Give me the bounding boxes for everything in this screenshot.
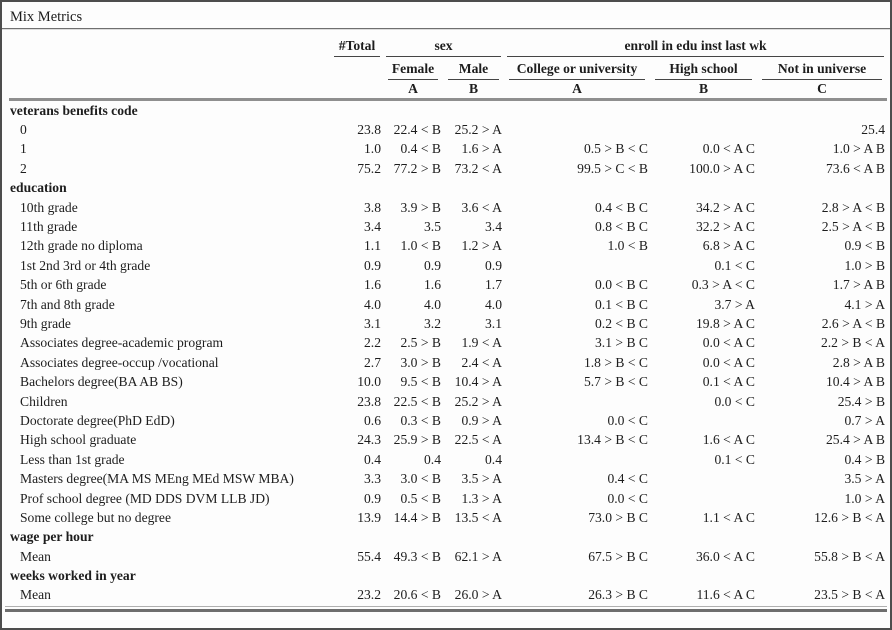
value-cell: 20.6 < B: [393, 587, 441, 603]
page-title: Mix Metrics: [10, 9, 83, 25]
value-cell: 22.5 < A: [454, 432, 502, 448]
metrics-table: [9, 33, 887, 605]
value-cell: 0.1 < C: [714, 257, 755, 273]
value-cell: 3.4: [364, 219, 381, 235]
value-cell: 0.7 > A: [844, 412, 886, 428]
title-divider: [2, 28, 890, 30]
value-cell: [504, 120, 650, 139]
value-cell: 2.2: [364, 335, 381, 351]
value-cell: 25.4 > B: [837, 393, 886, 409]
value-cell: 0.0 < C: [607, 490, 648, 506]
table-header: [9, 33, 887, 101]
header-row-groups: [9, 33, 887, 57]
row-label: Less than 1st grade: [20, 451, 125, 467]
group-header-label: enroll in edu inst last wk: [507, 38, 884, 57]
value-cell: 77.2 > B: [393, 160, 441, 176]
value-cell: 25.4: [861, 122, 886, 138]
value-cell: 23.8: [357, 122, 381, 138]
value-cell: 3.8: [364, 199, 381, 215]
col-header-total: [331, 33, 383, 57]
value-cell: [504, 450, 650, 469]
value-cell: 1.0 > A: [844, 490, 886, 506]
blank-cell: [9, 57, 331, 80]
row-label: 1: [20, 141, 27, 157]
row-label: 5th or 6th grade: [20, 277, 107, 293]
value-cell: 0.0 < A C: [702, 354, 755, 370]
table-row: [9, 411, 887, 430]
value-cell: 1.7 > A B: [832, 277, 886, 293]
corner-cell: [9, 33, 331, 57]
value-cell: 0.0 < C: [607, 412, 648, 428]
value-cell: 3.1: [364, 315, 381, 331]
row-label: Mean: [20, 548, 51, 564]
value-cell: 62.1 > A: [454, 548, 502, 564]
value-cell: 2.8 > A B: [832, 354, 886, 370]
value-cell: 1.1: [364, 238, 381, 254]
value-cell: 0.1 < B C: [595, 296, 648, 312]
value-cell: 2.8 > A < B: [821, 199, 886, 215]
row-label: Some college but no degree: [20, 509, 171, 525]
table-row: [9, 120, 887, 139]
value-cell: 55.8 > B < A: [814, 548, 886, 564]
header-row-columns: [9, 57, 887, 80]
value-cell: 0.8 < B C: [595, 219, 648, 235]
value-cell: 4.0: [364, 296, 381, 312]
col-header-high-school: [650, 57, 757, 80]
value-cell: 0.4 < C: [607, 471, 648, 487]
value-cell: 0.0 < A C: [702, 141, 755, 157]
value-cell: 11.6 < A C: [696, 587, 755, 603]
value-cell: 2.5 > A < B: [821, 219, 886, 235]
value-cell: 1.9 < A: [461, 335, 502, 351]
table-row: [9, 140, 887, 159]
row-label: Associates degree-occup /vocational: [20, 354, 219, 370]
value-cell: 67.5 > B C: [588, 548, 648, 564]
table-row: [9, 450, 887, 469]
value-cell: 22.4 < B: [393, 122, 441, 138]
value-cell: 4.0: [424, 296, 441, 312]
value-cell: 1.3 > A: [461, 490, 502, 506]
col-subheader-high-school: B: [698, 81, 709, 96]
value-cell: 0.1 < A C: [702, 374, 755, 390]
table-row: [9, 353, 887, 372]
value-cell: 26.0 > A: [454, 587, 502, 603]
value-cell: 1.0: [364, 141, 381, 157]
row-label: Children: [20, 393, 68, 409]
value-cell: 3.3: [364, 471, 381, 487]
value-cell: [650, 120, 757, 139]
group-header-label: sex: [386, 38, 501, 57]
value-cell: 3.1 > B C: [595, 335, 648, 351]
value-cell: 0.9: [424, 257, 441, 273]
row-label: 0: [20, 122, 27, 138]
value-cell: 13.9: [357, 509, 381, 525]
blank-cell: [9, 80, 331, 98]
table-row: [9, 159, 887, 178]
value-cell: 23.5 > B < A: [814, 587, 886, 603]
value-cell: 25.9 > B: [393, 432, 441, 448]
group-row-label: veterans benefits code: [10, 102, 138, 118]
table-row: [9, 295, 887, 314]
value-cell: 10.4 > A B: [825, 374, 886, 390]
table-row: [9, 392, 887, 411]
row-label: Doctorate degree(PhD EdD): [20, 412, 175, 428]
value-cell: 100.0 > A C: [689, 160, 755, 176]
value-cell: 0.5 > B < C: [583, 141, 648, 157]
table-row: [9, 547, 887, 566]
group-row: [9, 101, 887, 120]
value-cell: 26.3 > B C: [588, 587, 648, 603]
value-cell: 0.2 < B C: [595, 315, 648, 331]
group-row: [9, 528, 887, 547]
value-cell: 10.0: [357, 374, 381, 390]
value-cell: 0.4: [364, 451, 381, 467]
value-cell: [504, 392, 650, 411]
group-row: [9, 566, 887, 585]
value-cell: 99.5 > C < B: [577, 160, 648, 176]
value-cell: 3.1: [485, 315, 502, 331]
row-label: 1st 2nd 3rd or 4th grade: [20, 257, 151, 273]
value-cell: 0.3 > A < C: [691, 277, 755, 293]
value-cell: 12.6 > B < A: [814, 509, 886, 525]
value-cell: 2.6 > A < B: [821, 315, 886, 331]
value-cell: 49.3 < B: [393, 548, 441, 564]
group-row-label: weeks worked in year: [10, 568, 136, 584]
value-cell: 3.2: [424, 315, 441, 331]
table-body: [9, 101, 887, 605]
value-cell: 1.6: [424, 277, 441, 293]
blank-cell: [331, 80, 383, 98]
value-cell: 2.2 > B < A: [820, 335, 886, 351]
value-cell: 0.4 > B: [844, 451, 886, 467]
col-header-label: Female: [388, 61, 438, 80]
col-header-label: College or university: [509, 61, 645, 80]
row-label: Prof school degree (MD DDS DVM LLB JD): [20, 490, 270, 506]
value-cell: 4.1 > A: [844, 296, 886, 312]
value-cell: 34.2 > A C: [695, 199, 755, 215]
value-cell: 4.0: [485, 296, 502, 312]
table-row: [9, 276, 887, 295]
value-cell: 1.6 < A C: [702, 432, 755, 448]
col-header-female: [383, 57, 443, 80]
value-cell: 3.6 < A: [461, 199, 502, 215]
group-header-enroll-in-edu-inst-last-wk: [504, 33, 887, 57]
value-cell: 1.0 > B: [844, 257, 886, 273]
row-label: High school graduate: [20, 432, 137, 448]
value-cell: 73.2 < A: [454, 160, 502, 176]
table-bottom-rule-thin: [5, 606, 887, 607]
group-header-sex: [383, 33, 504, 57]
value-cell: [650, 411, 757, 430]
value-cell: 0.4 < B: [400, 141, 441, 157]
row-label: Masters degree(MA MS MEng MEd MSW MBA): [20, 471, 294, 487]
value-cell: 3.5 > A: [844, 471, 886, 487]
value-cell: 24.3: [357, 432, 381, 448]
value-cell: 2.7: [364, 354, 381, 370]
value-cell: 0.9 < B: [844, 238, 886, 254]
table-bottom-rule-thick: [5, 609, 887, 612]
value-cell: 13.5 < A: [454, 509, 502, 525]
group-row-label: education: [10, 180, 67, 196]
value-cell: 25.2 > A: [454, 122, 502, 138]
value-cell: 1.0 < B: [607, 238, 648, 254]
value-cell: 25.2 > A: [454, 393, 502, 409]
value-cell: 0.9 > A: [461, 412, 502, 428]
value-cell: 0.4 < B C: [595, 199, 648, 215]
col-header-label: Male: [448, 61, 499, 80]
table-row: [9, 586, 887, 605]
value-cell: 9.5 < B: [400, 374, 441, 390]
blank-cell: [331, 57, 383, 80]
table-row: [9, 334, 887, 353]
row-label: Mean: [20, 587, 51, 603]
row-label: Associates degree-academic program: [20, 335, 224, 351]
value-cell: 1.0 > A B: [832, 141, 886, 157]
row-label: 2: [20, 160, 27, 176]
value-cell: 5.7 > B < C: [583, 374, 648, 390]
col-subheader-college-or-university: A: [572, 81, 582, 96]
value-cell: 23.8: [357, 393, 381, 409]
value-cell: 1.2 > A: [461, 238, 502, 254]
value-cell: [650, 469, 757, 488]
table-row: [9, 431, 887, 450]
col-header-male: [443, 57, 504, 80]
value-cell: 73.6 < A B: [825, 160, 886, 176]
value-cell: 19.8 > A C: [695, 315, 755, 331]
value-cell: 0.1 < C: [714, 451, 755, 467]
col-header-label: Not in universe: [762, 61, 882, 80]
value-cell: 0.3 < B: [400, 412, 441, 428]
table-row: [9, 256, 887, 275]
value-cell: 0.9: [364, 490, 381, 506]
value-cell: 2.5 > B: [400, 335, 441, 351]
value-cell: 36.0 < A C: [695, 548, 755, 564]
value-cell: 14.4 > B: [393, 509, 441, 525]
row-label: Bachelors degree(BA AB BS): [20, 374, 183, 390]
value-cell: 32.2 > A C: [695, 219, 755, 235]
value-cell: [504, 256, 650, 275]
value-cell: 13.4 > B < C: [577, 432, 648, 448]
col-subheader-not-in-universe: C: [817, 81, 827, 96]
value-cell: 75.2: [357, 160, 381, 176]
value-cell: 0.9: [485, 257, 502, 273]
value-cell: 3.5: [424, 219, 441, 235]
value-cell: 1.8 > B < C: [583, 354, 648, 370]
header-row-sublabels: [9, 80, 887, 98]
table-row: [9, 237, 887, 256]
group-row: [9, 179, 887, 198]
row-label: 7th and 8th grade: [20, 296, 115, 312]
col-subheader-male: B: [468, 81, 479, 96]
value-cell: 0.4: [424, 451, 441, 467]
row-label: 9th grade: [20, 315, 71, 331]
value-cell: 3.9 > B: [400, 199, 441, 215]
table-row: [9, 489, 887, 508]
col-subheader-female: A: [408, 81, 418, 96]
value-cell: 22.5 < B: [393, 393, 441, 409]
table-row: [9, 217, 887, 236]
value-cell: 23.2: [357, 587, 381, 603]
value-cell: 55.4: [357, 548, 381, 564]
value-cell: 3.0 > B: [400, 354, 441, 370]
value-cell: 1.6: [364, 277, 381, 293]
table-row: [9, 314, 887, 333]
value-cell: 0.4: [485, 451, 502, 467]
value-cell: 3.4: [485, 219, 502, 235]
value-cell: 3.0 < B: [400, 471, 441, 487]
row-label: 11th grade: [20, 219, 78, 235]
value-cell: 0.6: [364, 412, 381, 428]
value-cell: 1.6 > A: [461, 141, 502, 157]
table-row: [9, 372, 887, 391]
value-cell: 73.0 > B C: [588, 509, 648, 525]
table-row: [9, 508, 887, 527]
value-cell: 25.4 > A B: [825, 432, 886, 448]
value-cell: 3.5 > A: [461, 471, 502, 487]
value-cell: [650, 489, 757, 508]
value-cell: 1.1 < A C: [702, 509, 755, 525]
col-header-total-label: #Total: [334, 38, 380, 57]
value-cell: 1.0 < B: [400, 238, 441, 254]
table-row: [9, 469, 887, 488]
value-cell: 10.4 > A: [454, 374, 502, 390]
col-header-not-in-universe: [757, 57, 887, 80]
value-cell: 0.0 < C: [714, 393, 755, 409]
col-header-college-or-university: [504, 57, 650, 80]
row-label: 10th grade: [20, 199, 78, 215]
row-label: 12th grade no diploma: [20, 238, 143, 254]
value-cell: 0.0 < A C: [702, 335, 755, 351]
value-cell: 3.7 > A: [714, 296, 755, 312]
value-cell: 2.4 < A: [461, 354, 502, 370]
value-cell: 1.7: [485, 277, 502, 293]
col-header-label: High school: [655, 61, 752, 80]
table-row: [9, 198, 887, 217]
group-row-label: wage per hour: [10, 529, 94, 545]
value-cell: 6.8 > A C: [702, 238, 755, 254]
value-cell: 0.5 < B: [400, 490, 441, 506]
value-cell: 0.9: [364, 257, 381, 273]
value-cell: 0.0 < B C: [595, 277, 648, 293]
